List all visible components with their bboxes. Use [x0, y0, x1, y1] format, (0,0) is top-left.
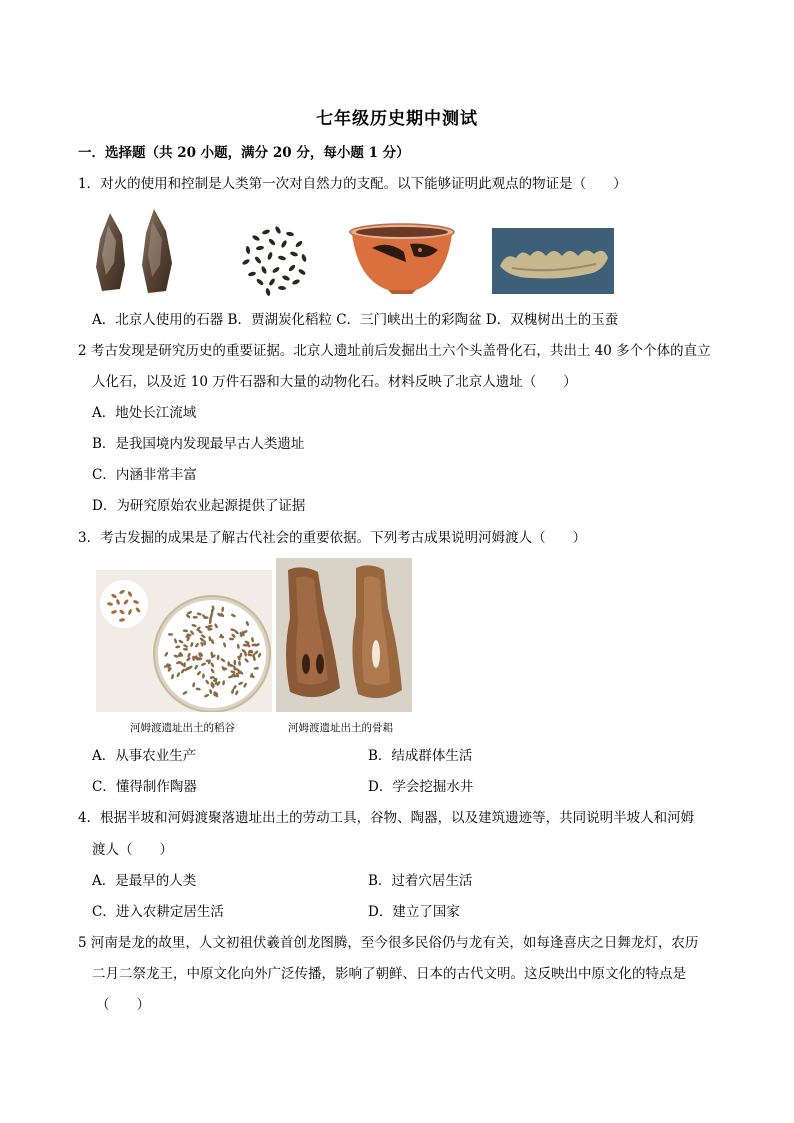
- painted-pottery-basin-image: [348, 222, 456, 296]
- q4-option-d: D．建立了国家: [368, 904, 460, 920]
- jade-silkworm-image: [492, 228, 614, 294]
- q1-stem: 1．对火的使用和控制是人类第一次对自然力的支配。以下能够证明此观点的物证是（ ）: [78, 176, 627, 192]
- q5-stem-line-3: （ ）: [96, 997, 150, 1013]
- q5-stem-line-1: 5 河南是龙的故里，人文初祖伏羲首创龙图腾，至今很多民俗仍与龙有关，如每逢喜庆之日舞龙灯，农历: [78, 935, 699, 951]
- carbonized-rice-image: [236, 218, 314, 296]
- q4-option-a: A．是最早的人类: [92, 873, 197, 889]
- q4-option-c: C．进入农耕定居生活: [92, 904, 224, 920]
- q2-option-a: A．地处长江流域: [92, 405, 197, 421]
- q2-stem-line-2: 人化石，以及近 10 万件石器和大量的动物化石。材料反映了北京人遗址（ ）: [92, 374, 577, 390]
- page-title: 七年级历史期中测试: [316, 109, 478, 129]
- hemudu-rice-image: [96, 570, 272, 712]
- q3-option-a: A．从事农业生产: [92, 748, 197, 764]
- q5-stem-line-2: 二月二祭龙王，中原文化向外广泛传播，影响了朝鲜、日本的古代文明。这反映出中原文化的特点是: [92, 966, 686, 982]
- q2-stem-line-1: 2 考古发现是研究历史的重要证据。北京人遗址前后发掘出土六个头盖骨化石，共出土 40 多个个体的直立: [78, 343, 711, 359]
- q3-stem: 3．考古发掘的成果是了解古代社会的重要依据。下列考古成果说明河姆渡人（ ）: [78, 530, 587, 546]
- q4-stem-line-2: 渡人（ ）: [92, 842, 173, 858]
- section-heading: 一．选择题（共 20 小题，满分 20 分，每小题 1 分）: [78, 145, 410, 161]
- caption-bone-spade: 河姆渡遗址出土的骨耜: [288, 722, 393, 734]
- q2-option-d: D．为研究原始农业起源提供了证据: [92, 498, 306, 514]
- q2-option-b: B．是我国境内发现最早古人类遗址: [92, 436, 305, 452]
- q2-option-c: C．内涵非常丰富: [92, 467, 197, 483]
- caption-rice: 河姆渡遗址出土的稻谷: [130, 722, 235, 734]
- q4-stem-line-1: 4．根据半坡和河姆渡聚落遗址出土的劳动工具，谷物、陶器，以及建筑遗迹等，共同说明半坡人和河姆: [78, 810, 695, 826]
- q1-options: A．北京人使用的石器 B．贾湖炭化稻粒 C．三门峡出土的彩陶盆 D．双槐树出土的玉蚕: [92, 312, 619, 328]
- q3-option-d: D．学会挖掘水井: [368, 779, 474, 795]
- q4-option-b: B．过着穴居生活: [368, 873, 473, 889]
- q3-option-c: C．懂得制作陶器: [92, 779, 197, 795]
- stone-tools-image: [92, 205, 182, 297]
- hemudu-bone-spade-image: [276, 558, 412, 712]
- q3-option-b: B．结成群体生活: [368, 748, 473, 764]
